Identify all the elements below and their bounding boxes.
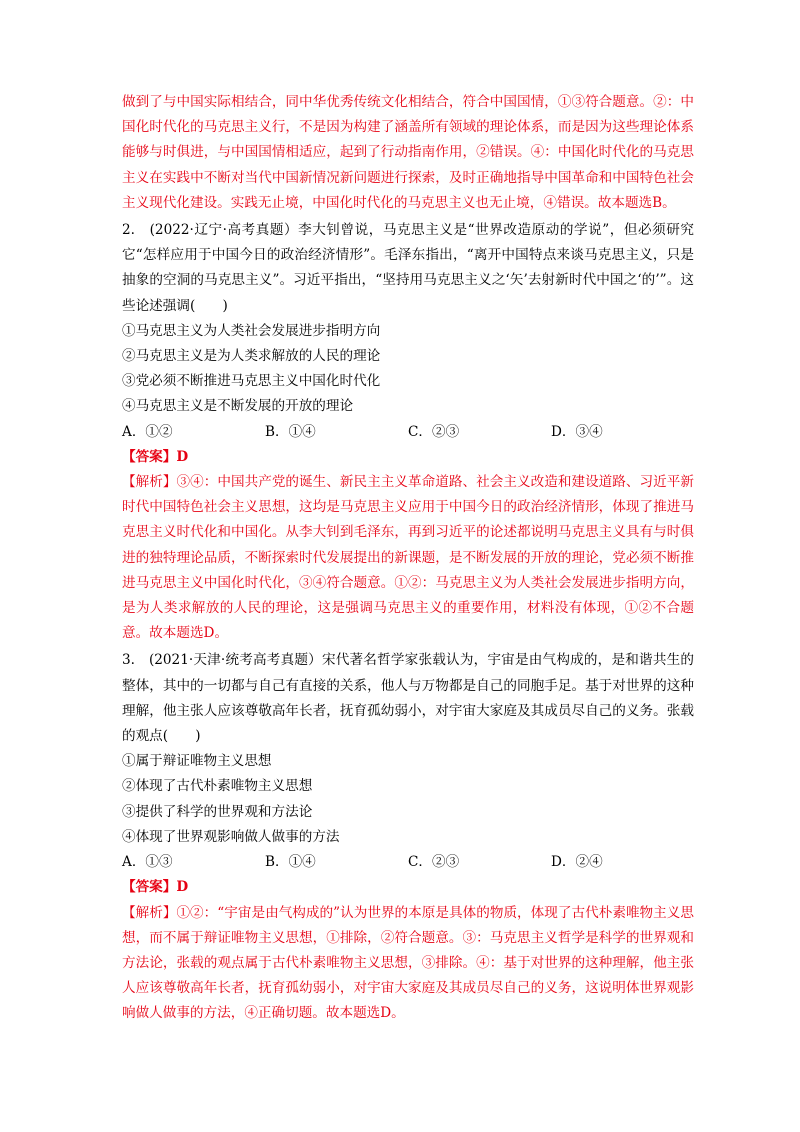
- statement: ③提供了科学的世界观和方法论: [122, 803, 313, 820]
- question-stem: 3. (2021·天津·统考高考真题）宋代著名哲学家张载认为，宇宙是由气构成的，是和谐共生的整体，其中的一切都与自己有直接的关系，他人与万物都是自己的同胞手足。基于对世界的这种理解，他主张人应该尊敬高年长者，抚育孤幼弱小，对宇宙大家庭及其成员尽自己的义务。张载的观点( ): [122, 652, 694, 745]
- option-b: B．①④: [265, 854, 316, 871]
- question-2: [122, 218, 694, 646]
- answer: 【答案】D: [122, 448, 189, 465]
- options-row: [122, 420, 694, 445]
- statement: ①马克思主义为人类社会发展进步指明方向: [122, 322, 381, 339]
- option-c: C．②③: [408, 854, 460, 871]
- question-stem: 2. (2022·辽宁·高考真题）李大钊曾说，马克思主义是“世界改造原动的学说”，但必须研究它“怎样应用于中国今日的政治经济情形”。毛泽东指出，“离开中国特点来谈马克思主义，只是抽象的空洞的马克思主义”。习近平指出，“坚持用马克思主义之‘矢’去射新时代中国之‘的’”。这些论述强调( ): [122, 222, 694, 314]
- option-a: A．①②: [122, 423, 173, 440]
- option-c: C．②③: [408, 423, 460, 440]
- option-d: D．②④: [551, 854, 603, 871]
- statement: ②马克思主义是为人类求解放的人民的理论: [122, 348, 381, 365]
- explanation: 【解析】③④：中国共产党的诞生、新民主主义革命道路、社会主义改造和建设道路、习近平新时代中国特色社会主义思想，这均是马克思主义应用于中国今日的政治经济情形，体现了推进马克思主义时代化和中国化。从李大钊到毛泽东，再到习近平的论述都说明马克思主义具有与时俱进的独特理论品质，不断探索时代发展提出的新课题，是不断发展的开放的理论，党必须不断推进马克思主义中国化时代化，③④符合题意。①②：马克思主义为人类社会发展进步指明方向，是为人类求解放的人民的理论，这是强调马克思主义的重要作用，材料没有体现，①②不合题意。故本题选D。: [122, 474, 694, 642]
- prev-explanation: 做到了与中国实际相结合，同中华优秀传统文化相结合，符合中国国情，①③符合题意。②：中国化时代化的马克思主义行，不是因为构建了涵盖所有领域的理论体系，而是因为这些理论体系能够与时俱进，与中国国情相适应，起到了行动指南作用，②错误。④：中国化时代化的马克思主义在实践中不断对当代中国新情况新问题进行探索，及时正确地指导中国革命和中国特色社会主义现代化建设。实践无止境，中国化时代化的马克思主义也无止境，④错误。故本题选B。: [122, 94, 694, 211]
- option-d: D．③④: [551, 423, 603, 440]
- document-page: [122, 90, 694, 1027]
- option-b: B．①④: [265, 423, 316, 440]
- options-row: [122, 850, 694, 875]
- answer: 【答案】D: [122, 879, 189, 896]
- statement: ③党必须不断推进马克思主义中国化时代化: [122, 373, 381, 390]
- statement: ④体现了世界观影响做人做事的方法: [122, 828, 340, 845]
- option-a: A．①③: [122, 854, 173, 871]
- statement: ①属于辩证唯物主义思想: [122, 753, 272, 770]
- statement: ②体现了古代朴素唯物主义思想: [122, 778, 313, 795]
- explanation: 【解析】①②：“宇宙是由气构成的”认为世界的本原是具体的物质，体现了古代朴素唯物主义思想，而不属于辩证唯物主义思想，①排除，②符合题意。③：马克思主义哲学是科学的世界观和方法论，张载的观点属于古代朴素唯物主义思想，③排除。④：基于对世界的这种理解，他主张人应该尊敬高年长者，抚育孤幼弱小，对宇宙大家庭及其成员尽自己的义务，这说明体世界观影响做人做事的方法，④正确切题。故本题选D。: [122, 904, 694, 1022]
- statement: ④马克思主义是不断发展的开放的理论: [122, 398, 354, 415]
- question-3: [122, 648, 694, 1026]
